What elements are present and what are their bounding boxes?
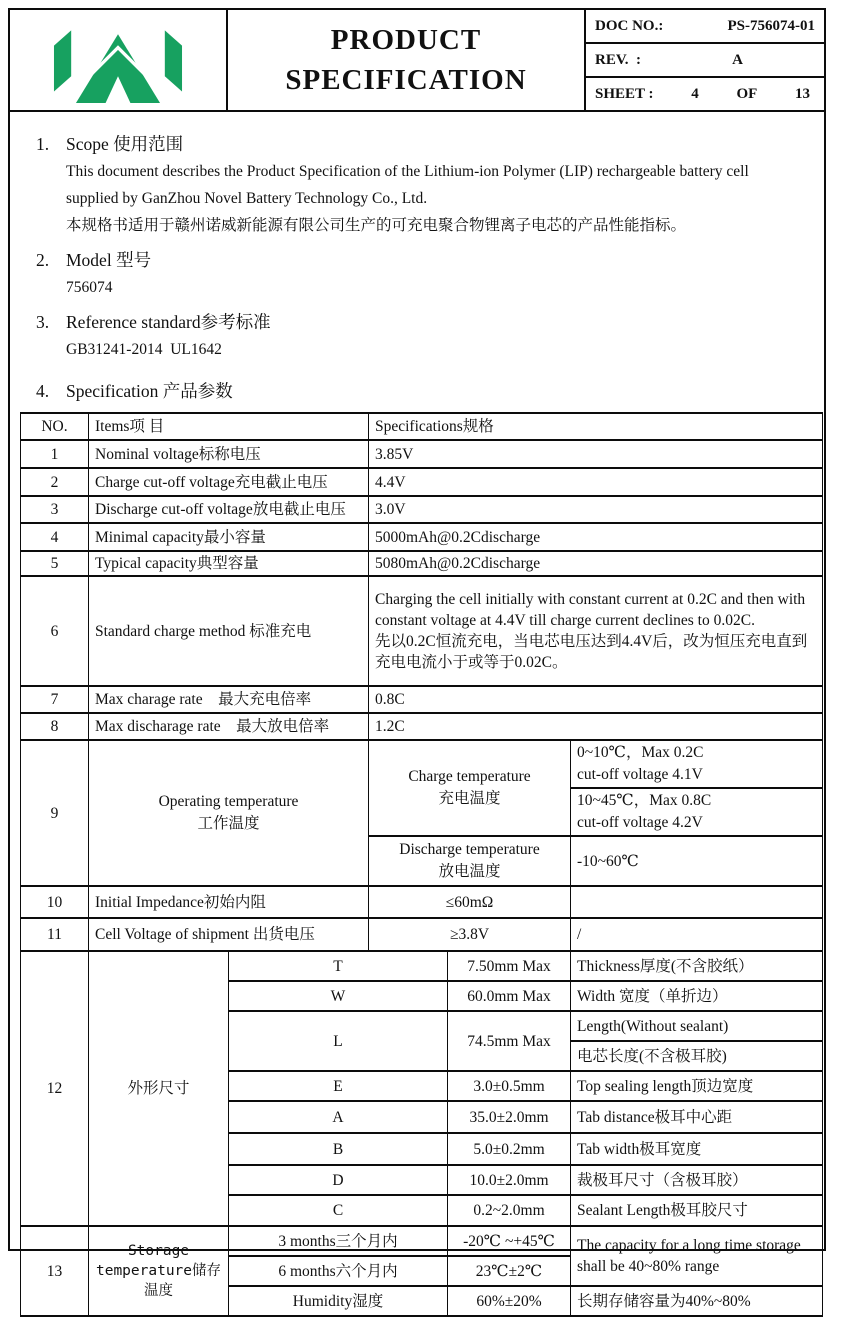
charge-temp-en: Charge temperature [408, 768, 531, 785]
section-3-heading [36, 310, 810, 334]
section-1-heading [36, 132, 810, 156]
cell-note [571, 886, 823, 918]
cell-dim-value: 5.0±0.2mm [448, 1133, 571, 1165]
cell-dim-value: 0.2~2.0mm [448, 1195, 571, 1226]
cell-dim-value: 7.50mm Max [448, 951, 571, 981]
cell-no: 11 [21, 918, 89, 951]
cell-storage-value: 23℃±2℃ [448, 1256, 571, 1286]
table-row [21, 440, 823, 468]
cell-dim-value: 60.0mm Max [448, 981, 571, 1011]
cell-storage-note-cn: 长期存储容量为40%~80% [571, 1286, 823, 1316]
storage-label-line2: temperature储存 [95, 1263, 222, 1279]
cell-dim-value: 10.0±2.0mm [448, 1165, 571, 1195]
rev-label: REV. : [595, 51, 641, 68]
charge-temp-cn: 充电温度 [438, 790, 501, 807]
cell-item: Max charage rate 最大充电倍率 [89, 686, 369, 713]
cell-operating-temp-label [89, 740, 369, 886]
cell-item: Typical capacity典型容量 [89, 551, 369, 576]
cell-no: 9 [21, 740, 89, 886]
sheet-label: SHEET : [595, 85, 654, 102]
cell-no: 12 [21, 951, 89, 1226]
doc-no-row [586, 10, 824, 44]
operating-temp-cn: 工作温度 [197, 815, 260, 832]
storage-label-line1: Storage [127, 1243, 190, 1259]
charge-cond2-cutoff: cut-off voltage 4.2V [577, 814, 703, 831]
cell-item: Nominal voltage标称电压 [89, 440, 369, 468]
cell-storage-period: 3 months三个月内 [229, 1226, 448, 1256]
section-1-body [36, 158, 810, 239]
sheet-total: 13 [795, 85, 810, 102]
cell-charge-cond-1 [571, 740, 823, 788]
model-value: 756074 [66, 279, 113, 296]
charge-cond2-range: 10~45℃，Max 0.8C [577, 792, 712, 809]
section-3-title: Reference standard参考标准 [66, 312, 271, 332]
cell-spec: 5080mAh@0.2Cdischarge [369, 551, 823, 576]
discharge-temp-cn: 放电温度 [438, 863, 501, 880]
cell-spec: 4.4V [369, 468, 823, 496]
table-row-operating-temp [21, 740, 823, 788]
cell-storage-note-en: The capacity for a long time storage shall be 40~80% range [571, 1226, 823, 1286]
cell-no: 4 [21, 523, 89, 551]
cell-no: 10 [21, 886, 89, 918]
cell-storage-label [89, 1226, 229, 1316]
cell-item: Minimal capacity最小容量 [89, 523, 369, 551]
storage-label-line3: 温度 [144, 1283, 173, 1299]
cell-storage-period: Humidity湿度 [229, 1286, 448, 1316]
document-title [228, 10, 586, 110]
table-row [21, 551, 823, 576]
cell-spec: 1.2C [369, 713, 823, 740]
body-sections [10, 112, 824, 403]
cell-no: 3 [21, 496, 89, 523]
title-line-2: SPECIFICATION [285, 64, 527, 96]
cell-storage-value: -20℃ ~+45℃ [448, 1226, 571, 1256]
title-line-1: PRODUCT [330, 24, 482, 56]
cell-discharge-range: -10~60℃ [571, 836, 823, 886]
cell-no: 2 [21, 468, 89, 496]
table-header-row [21, 413, 823, 440]
cell-dim-desc-cn: 电芯长度(不含极耳胶) [571, 1041, 823, 1071]
cell-dimension-label: 外形尺寸 [89, 951, 229, 1226]
rev-value: A [732, 51, 743, 68]
section-2-title: Model 型号 [66, 250, 152, 270]
rev-row [586, 44, 824, 78]
cell-charge-cond-2 [571, 788, 823, 836]
cell-item: Max discharage rate 最大放电倍率 [89, 713, 369, 740]
section-4-title: Specification 产品参数 [66, 381, 233, 401]
table-row [21, 496, 823, 523]
section-4-heading [36, 379, 810, 403]
cell-item: Cell Voltage of shipment 出货电压 [89, 918, 369, 951]
header [10, 10, 824, 112]
sheet-page: 4 [691, 85, 699, 102]
specification-table [20, 412, 823, 1317]
table-row-storage [21, 1226, 823, 1256]
scope-text-line-3: 本规格书适用于赣州诺威新能源有限公司生产的可充电聚合物锂离子电芯的产品性能指标。 [66, 217, 687, 234]
cell-item: Initial Impedance初始内阻 [89, 886, 369, 918]
document-page [8, 8, 826, 1310]
section-2-heading [36, 248, 810, 272]
doc-info-block [586, 10, 824, 110]
cell-dim-value: 3.0±0.5mm [448, 1071, 571, 1101]
cell-shipment-voltage: ≥3.8V [369, 918, 571, 951]
header-spec: Specifications规格 [369, 413, 823, 440]
table-row-charge-method [21, 576, 823, 686]
cell-spec: 0.8C [369, 686, 823, 713]
cell-item: Charge cut-off voltage充电截止电压 [89, 468, 369, 496]
cell-spec: 3.0V [369, 496, 823, 523]
cell-dim-desc: Top sealing length顶边宽度 [571, 1071, 823, 1101]
cell-dim-code: D [229, 1165, 448, 1195]
cell-dim-code: A [229, 1101, 448, 1133]
cell-spec: 5000mAh@0.2Cdischarge [369, 523, 823, 551]
doc-no-label: DOC NO.: [595, 17, 664, 34]
header-items: Items项 目 [89, 413, 369, 440]
cell-item: Discharge cut-off voltage放电截止电压 [89, 496, 369, 523]
cell-storage-period: 6 months六个月内 [229, 1256, 448, 1286]
charge-cond1-range: 0~10℃，Max 0.2C [577, 744, 704, 761]
reference-standards: GB31241-2014 UL1642 [66, 341, 222, 358]
charge-method-chinese: 先以0.2C恒流充电，当电芯电压达到4.4V后，改为恒压充电直到充电电流小于或等于0.02C。 [375, 633, 808, 671]
section-2-body [36, 274, 810, 301]
cell-dim-desc: Thickness厚度(不含胶纸） [571, 951, 823, 981]
cell-dim-desc-en: Length(Without sealant) [571, 1011, 823, 1041]
scope-text-line-1: This document describes the Product Specification of the Lithium-ion Polymer (LIP) rechargeable battery cell [66, 163, 749, 180]
sheet-row [586, 78, 824, 110]
table-row-dimension [21, 951, 823, 981]
cell-no: 5 [21, 551, 89, 576]
cell-dim-desc: Tab distance极耳中心距 [571, 1101, 823, 1133]
cell-item: Standard charge method 标准充电 [89, 576, 369, 686]
cell-storage-value: 60%±20% [448, 1286, 571, 1316]
table-row [21, 713, 823, 740]
cell-no: 1 [21, 440, 89, 468]
scope-text-line-2: supplied by GanZhou Novel Battery Technology Co., Ltd. [66, 190, 428, 207]
section-4-number: 4. [36, 381, 50, 401]
cell-impedance-value: ≤60mΩ [369, 886, 571, 918]
cell-dim-value: 35.0±2.0mm [448, 1101, 571, 1133]
operating-temp-en: Operating temperature [158, 793, 299, 810]
cell-dim-code: B [229, 1133, 448, 1165]
logo-cell [10, 10, 228, 110]
header-no: NO. [21, 413, 89, 440]
cell-charge-temp-label [369, 740, 571, 836]
table-row [21, 468, 823, 496]
cell-no: 7 [21, 686, 89, 713]
sheet-of: OF [736, 85, 758, 102]
charge-method-english: Charging the cell initially with constant current at 0.2C and then with constant voltage at 4.4V till charge current declines to 0.02C. [375, 591, 806, 629]
table-row [21, 686, 823, 713]
cell-spec-charge-method [369, 576, 823, 686]
doc-no-value: PS-756074-01 [727, 17, 815, 34]
section-3-body [36, 336, 810, 363]
cell-dim-desc: Width 宽度（单折边） [571, 981, 823, 1011]
company-logo-icon [49, 17, 187, 103]
table-row [21, 918, 823, 951]
table-row [21, 886, 823, 918]
cell-no: 13 [21, 1226, 89, 1316]
section-2-number: 2. [36, 250, 50, 270]
cell-dim-code: T [229, 951, 448, 981]
cell-dim-code: C [229, 1195, 448, 1226]
cell-dim-code: W [229, 981, 448, 1011]
section-1-number: 1. [36, 134, 50, 154]
charge-cond1-cutoff: cut-off voltage 4.1V [577, 766, 703, 783]
cell-dim-desc: 裁极耳尺寸（含极耳胶） [571, 1165, 823, 1195]
table-row [21, 523, 823, 551]
cell-no: 8 [21, 713, 89, 740]
cell-dim-desc: Sealant Length极耳胶尺寸 [571, 1195, 823, 1226]
cell-discharge-temp-label [369, 836, 571, 886]
cell-dim-code: E [229, 1071, 448, 1101]
cell-note: / [571, 918, 823, 951]
cell-dim-code: L [229, 1011, 448, 1071]
discharge-temp-en: Discharge temperature [399, 841, 540, 858]
section-1-title: Scope 使用范围 [66, 134, 184, 154]
cell-no: 6 [21, 576, 89, 686]
cell-dim-desc: Tab width极耳宽度 [571, 1133, 823, 1165]
cell-dim-value: 74.5mm Max [448, 1011, 571, 1071]
cell-spec: 3.85V [369, 440, 823, 468]
section-3-number: 3. [36, 312, 50, 332]
